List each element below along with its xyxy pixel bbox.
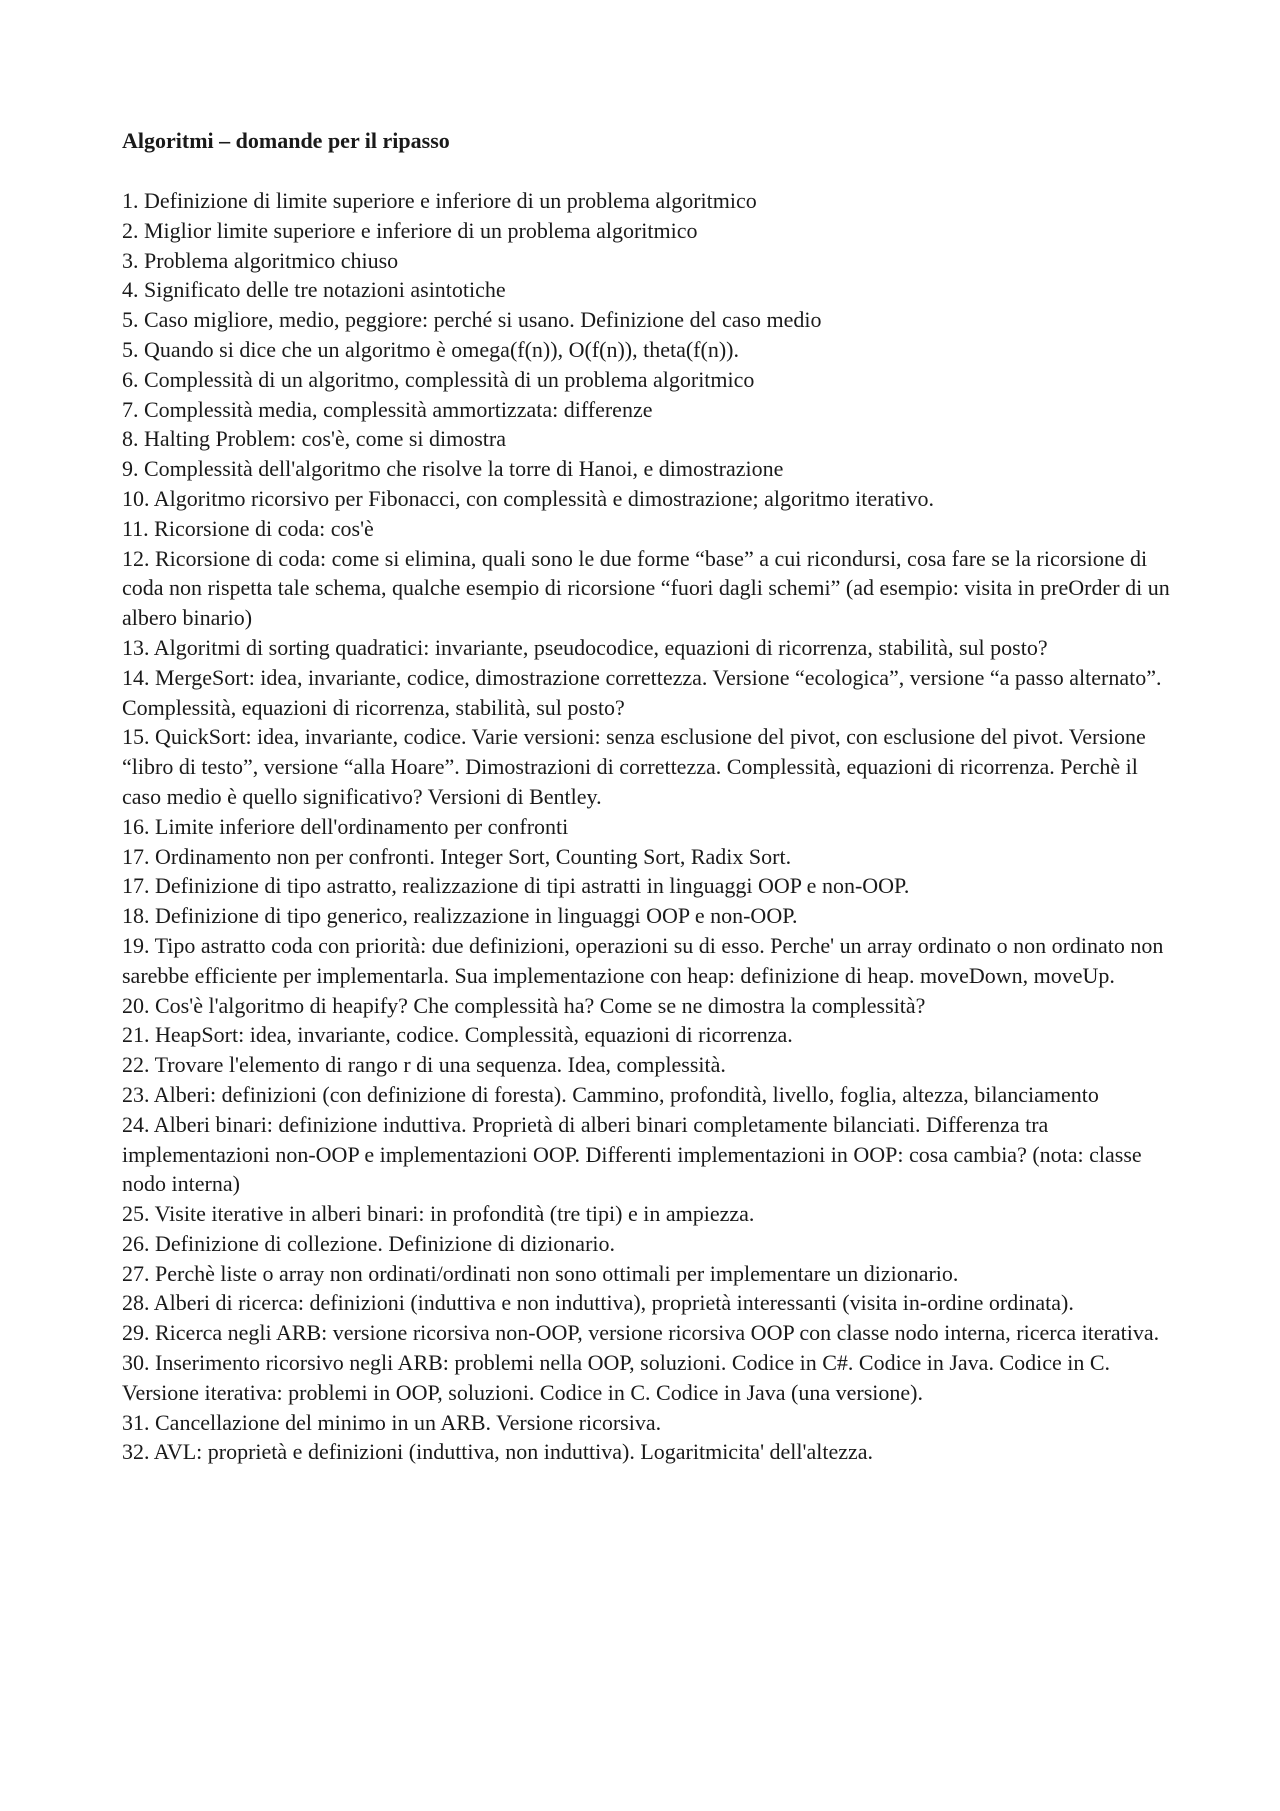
question-item: 9. Complessità dell'algoritmo che risolve la torre di Hanoi, e dimostrazione	[122, 456, 784, 482]
question-item: 23. Alberi: definizioni (con definizione di foresta). Cammino, profondità, livello, foglia, altezza, bilanciamento	[122, 1081, 1099, 1107]
question-item: 2. Miglior limite superiore e inferiore di un problema algoritmico	[122, 217, 698, 243]
question-item: 30. Inserimento ricorsivo negli ARB: problemi nella OOP, soluzioni. Codice in C#. Codice in Java. Codice in C. Versione iterativa: problemi in OOP, soluzioni. Codice in C. Codice in Java (una versione).	[122, 1350, 1111, 1405]
question-item: 21. HeapSort: idea, invariante, codice. Complessità, equazioni di ricorrenza.	[122, 1022, 793, 1048]
question-item: 26. Definizione di collezione. Definizione di dizionario.	[122, 1230, 616, 1256]
question-item: 18. Definizione di tipo generico, realizzazione in linguaggi OOP e non-OOP.	[122, 903, 798, 929]
question-item: 16. Limite inferiore dell'ordinamento per confronti	[122, 813, 569, 839]
question-item: 31. Cancellazione del minimo in un ARB. Versione ricorsiva.	[122, 1409, 662, 1435]
question-item: 22. Trovare l'elemento di rango r di una sequenza. Idea, complessità.	[122, 1052, 726, 1078]
document-page	[122, 126, 1172, 1467]
question-item: 5. Caso migliore, medio, peggiore: perché si usano. Definizione del caso medio	[122, 307, 822, 333]
question-item: 5. Quando si dice che un algoritmo è omega(f(n)), O(f(n)), theta(f(n)).	[122, 336, 739, 362]
question-item: 19. Tipo astratto coda con priorità: due definizioni, operazioni su di esso. Perche' un array ordinato o non ordinato non sarebbe efficiente per implementarla. Sua implementazione con heap: definizione di heap. moveDown, moveUp.	[122, 932, 1164, 988]
question-item: 1. Definizione di limite superiore e inferiore di un problema algoritmico	[122, 188, 757, 213]
question-list	[122, 186, 1172, 1467]
question-item: 7. Complessità media, complessità ammortizzata: differenze	[122, 396, 653, 422]
question-item: 25. Visite iterative in alberi binari: in profondità (tre tipi) e in ampiezza.	[122, 1201, 755, 1227]
question-item: 29. Ricerca negli ARB: versione ricorsiva non-OOP, versione ricorsiva OOP con classe nodo interna, ricerca iterativa.	[122, 1320, 1160, 1346]
question-item: 17. Definizione di tipo astratto, realizzazione di tipi astratti in linguaggi OOP e non-OOP.	[122, 873, 910, 899]
question-item: 11. Ricorsione di coda: cos'è	[122, 515, 374, 541]
question-item: 8. Halting Problem: cos'è, come si dimostra	[122, 426, 507, 452]
question-item: 4. Significato delle tre notazioni asintotiche	[122, 277, 506, 303]
question-item: 12. Ricorsione di coda: come si elimina, quali sono le due forme “base” a cui ricondursi, cosa fare se la ricorsione di coda non rispetta tale schema, qualche esempio di ricorsione “fuori dagli schemi” (ad esempio: visita in preOrder di un albero binario)	[122, 545, 1170, 631]
question-item: 14. MergeSort: idea, invariante, codice, dimostrazione correttezza. Versione “ecologica”, versione “a passo alternato”. Complessità, equazioni di ricorrenza, stabilità, sul posto?	[122, 664, 1162, 720]
question-item: 27. Perchè liste o array non ordinati/ordinati non sono ottimali per implementare un dizionario.	[122, 1260, 959, 1286]
question-item: 3. Problema algoritmico chiuso	[122, 247, 399, 273]
question-item: 20. Cos'è l'algoritmo di heapify? Che complessità ha? Come se ne dimostra la complessità?	[122, 992, 926, 1018]
question-item: 15. QuickSort: idea, invariante, codice. Varie versioni: senza esclusione del pivot, con esclusione del pivot. Versione “libro di testo”, versione “alla Hoare”. Dimostrazioni di correttezza. Complessità, equazioni di ricorrenza. Perchè il caso medio è quello significativo? Versioni di Bentley.	[122, 724, 1146, 809]
question-item: 32. AVL: proprietà e definizioni (induttiva, non induttiva). Logaritmicita' dell'altezza.	[122, 1439, 874, 1465]
question-item: 28. Alberi di ricerca: definizioni (induttiva e non induttiva), proprietà interessanti (visita in-ordine ordinata).	[122, 1290, 1074, 1316]
question-item: 17. Ordinamento non per confronti. Integer Sort, Counting Sort, Radix Sort.	[122, 843, 792, 869]
question-item: 24. Alberi binari: definizione induttiva. Proprietà di alberi binari completamente bilanciati. Differenza tra implementazioni non-OOP e implementazioni OOP. Differenti implementazioni in OOP: cosa cambia? (nota: classe nodo interna)	[122, 1111, 1142, 1197]
question-item: 13. Algoritmi di sorting quadratici: invariante, pseudocodice, equazioni di ricorrenza, stabilità, sul posto?	[122, 634, 1048, 660]
question-item: 6. Complessità di un algoritmo, complessità di un problema algoritmico	[122, 366, 755, 392]
document-title: Algoritmi – domande per il ripasso	[122, 128, 450, 153]
question-item: 10. Algoritmo ricorsivo per Fibonacci, con complessità e dimostrazione; algoritmo iterativo.	[122, 485, 934, 511]
